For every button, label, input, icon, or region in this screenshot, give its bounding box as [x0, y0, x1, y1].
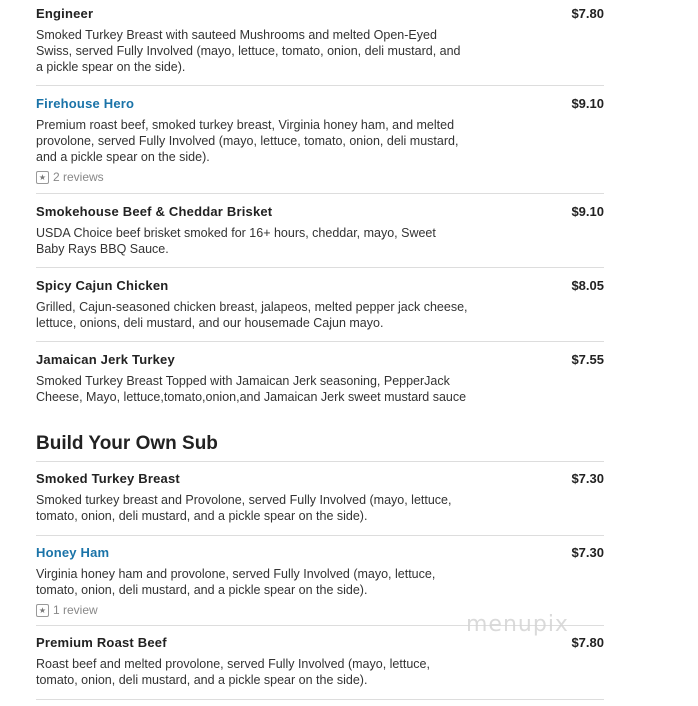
item-description: Smoked Turkey Breast with sauteed Mushrooms and melted Open-Eyed Swiss, served Fully Involved (mayo, lettuce, tomato, onion, deli mustard, and a pickle spear on the side). [36, 28, 461, 74]
item-description: Premium roast beef, smoked turkey breast, Virginia honey ham, and melted provolone, served Fully Involved (mayo, lettuce, tomato, onion, deli mustard, and a pickle spear on the side). [36, 118, 459, 164]
star-icon: ★ [36, 171, 49, 184]
item-name: Smoked Turkey Breast [36, 471, 180, 486]
item-name-link[interactable]: Honey Ham [36, 545, 110, 560]
reviews-link[interactable] [36, 170, 604, 184]
menu-list [36, 0, 604, 700]
item-price: $7.30 [571, 545, 604, 560]
item-name: Engineer [36, 6, 94, 21]
menu-item-engineer [36, 0, 604, 86]
item-description: Smoked turkey breast and Provolone, served Fully Involved (mayo, lettuce, tomato, onion, deli mustard, and a pickle spear on the side). [36, 493, 452, 523]
item-description: Virginia honey ham and provolone, served Fully Involved (mayo, lettuce, tomato, onion, deli mustard, and a pickle spear on the side). [36, 567, 436, 597]
item-description: Roast beef and melted provolone, served Fully Involved (mayo, lettuce, tomato, onion, deli mustard, and a pickle spear on the side). [36, 657, 430, 687]
item-price: $7.80 [571, 635, 604, 650]
menu-item-spicy-cajun-chicken [36, 268, 604, 342]
section-title: Build Your Own Sub [36, 422, 604, 462]
menu-item-smokehouse-brisket [36, 194, 604, 268]
item-name-link[interactable]: Firehouse Hero [36, 96, 135, 111]
watermark-logo: menupix [466, 612, 569, 637]
item-price: $8.05 [571, 278, 604, 293]
item-price: $7.55 [571, 352, 604, 367]
item-name: Smokehouse Beef & Cheddar Brisket [36, 204, 273, 219]
reviews-count: 1 review [53, 603, 98, 617]
item-price: $7.80 [571, 6, 604, 21]
item-price: $9.10 [571, 96, 604, 111]
menu-item-smoked-turkey-breast [36, 462, 604, 536]
item-name: Premium Roast Beef [36, 635, 167, 650]
item-description: Smoked Turkey Breast Topped with Jamaican Jerk seasoning, PepperJack Cheese, Mayo, lettuce,tomato,onion,and Jamaican Jerk sweet mustard sauce [36, 374, 467, 404]
reviews-count: 2 reviews [53, 170, 104, 184]
item-name: Jamaican Jerk Turkey [36, 352, 175, 367]
star-icon: ★ [36, 604, 49, 617]
item-price: $9.10 [571, 204, 604, 219]
menu-item-jamaican-jerk-turkey [36, 342, 604, 422]
menu-item-firehouse-hero [36, 86, 604, 194]
menu-item-premium-roast-beef [36, 626, 604, 700]
item-name: Spicy Cajun Chicken [36, 278, 169, 293]
item-description: Grilled, Cajun-seasoned chicken breast, jalapeos, melted pepper jack cheese, lettuce, onions, deli mustard, and our housemade Cajun mayo. [36, 300, 468, 330]
item-price: $7.30 [571, 471, 604, 486]
item-description: USDA Choice beef brisket smoked for 16+ hours, cheddar, mayo, Sweet Baby Rays BBQ Sauce. [36, 226, 436, 256]
